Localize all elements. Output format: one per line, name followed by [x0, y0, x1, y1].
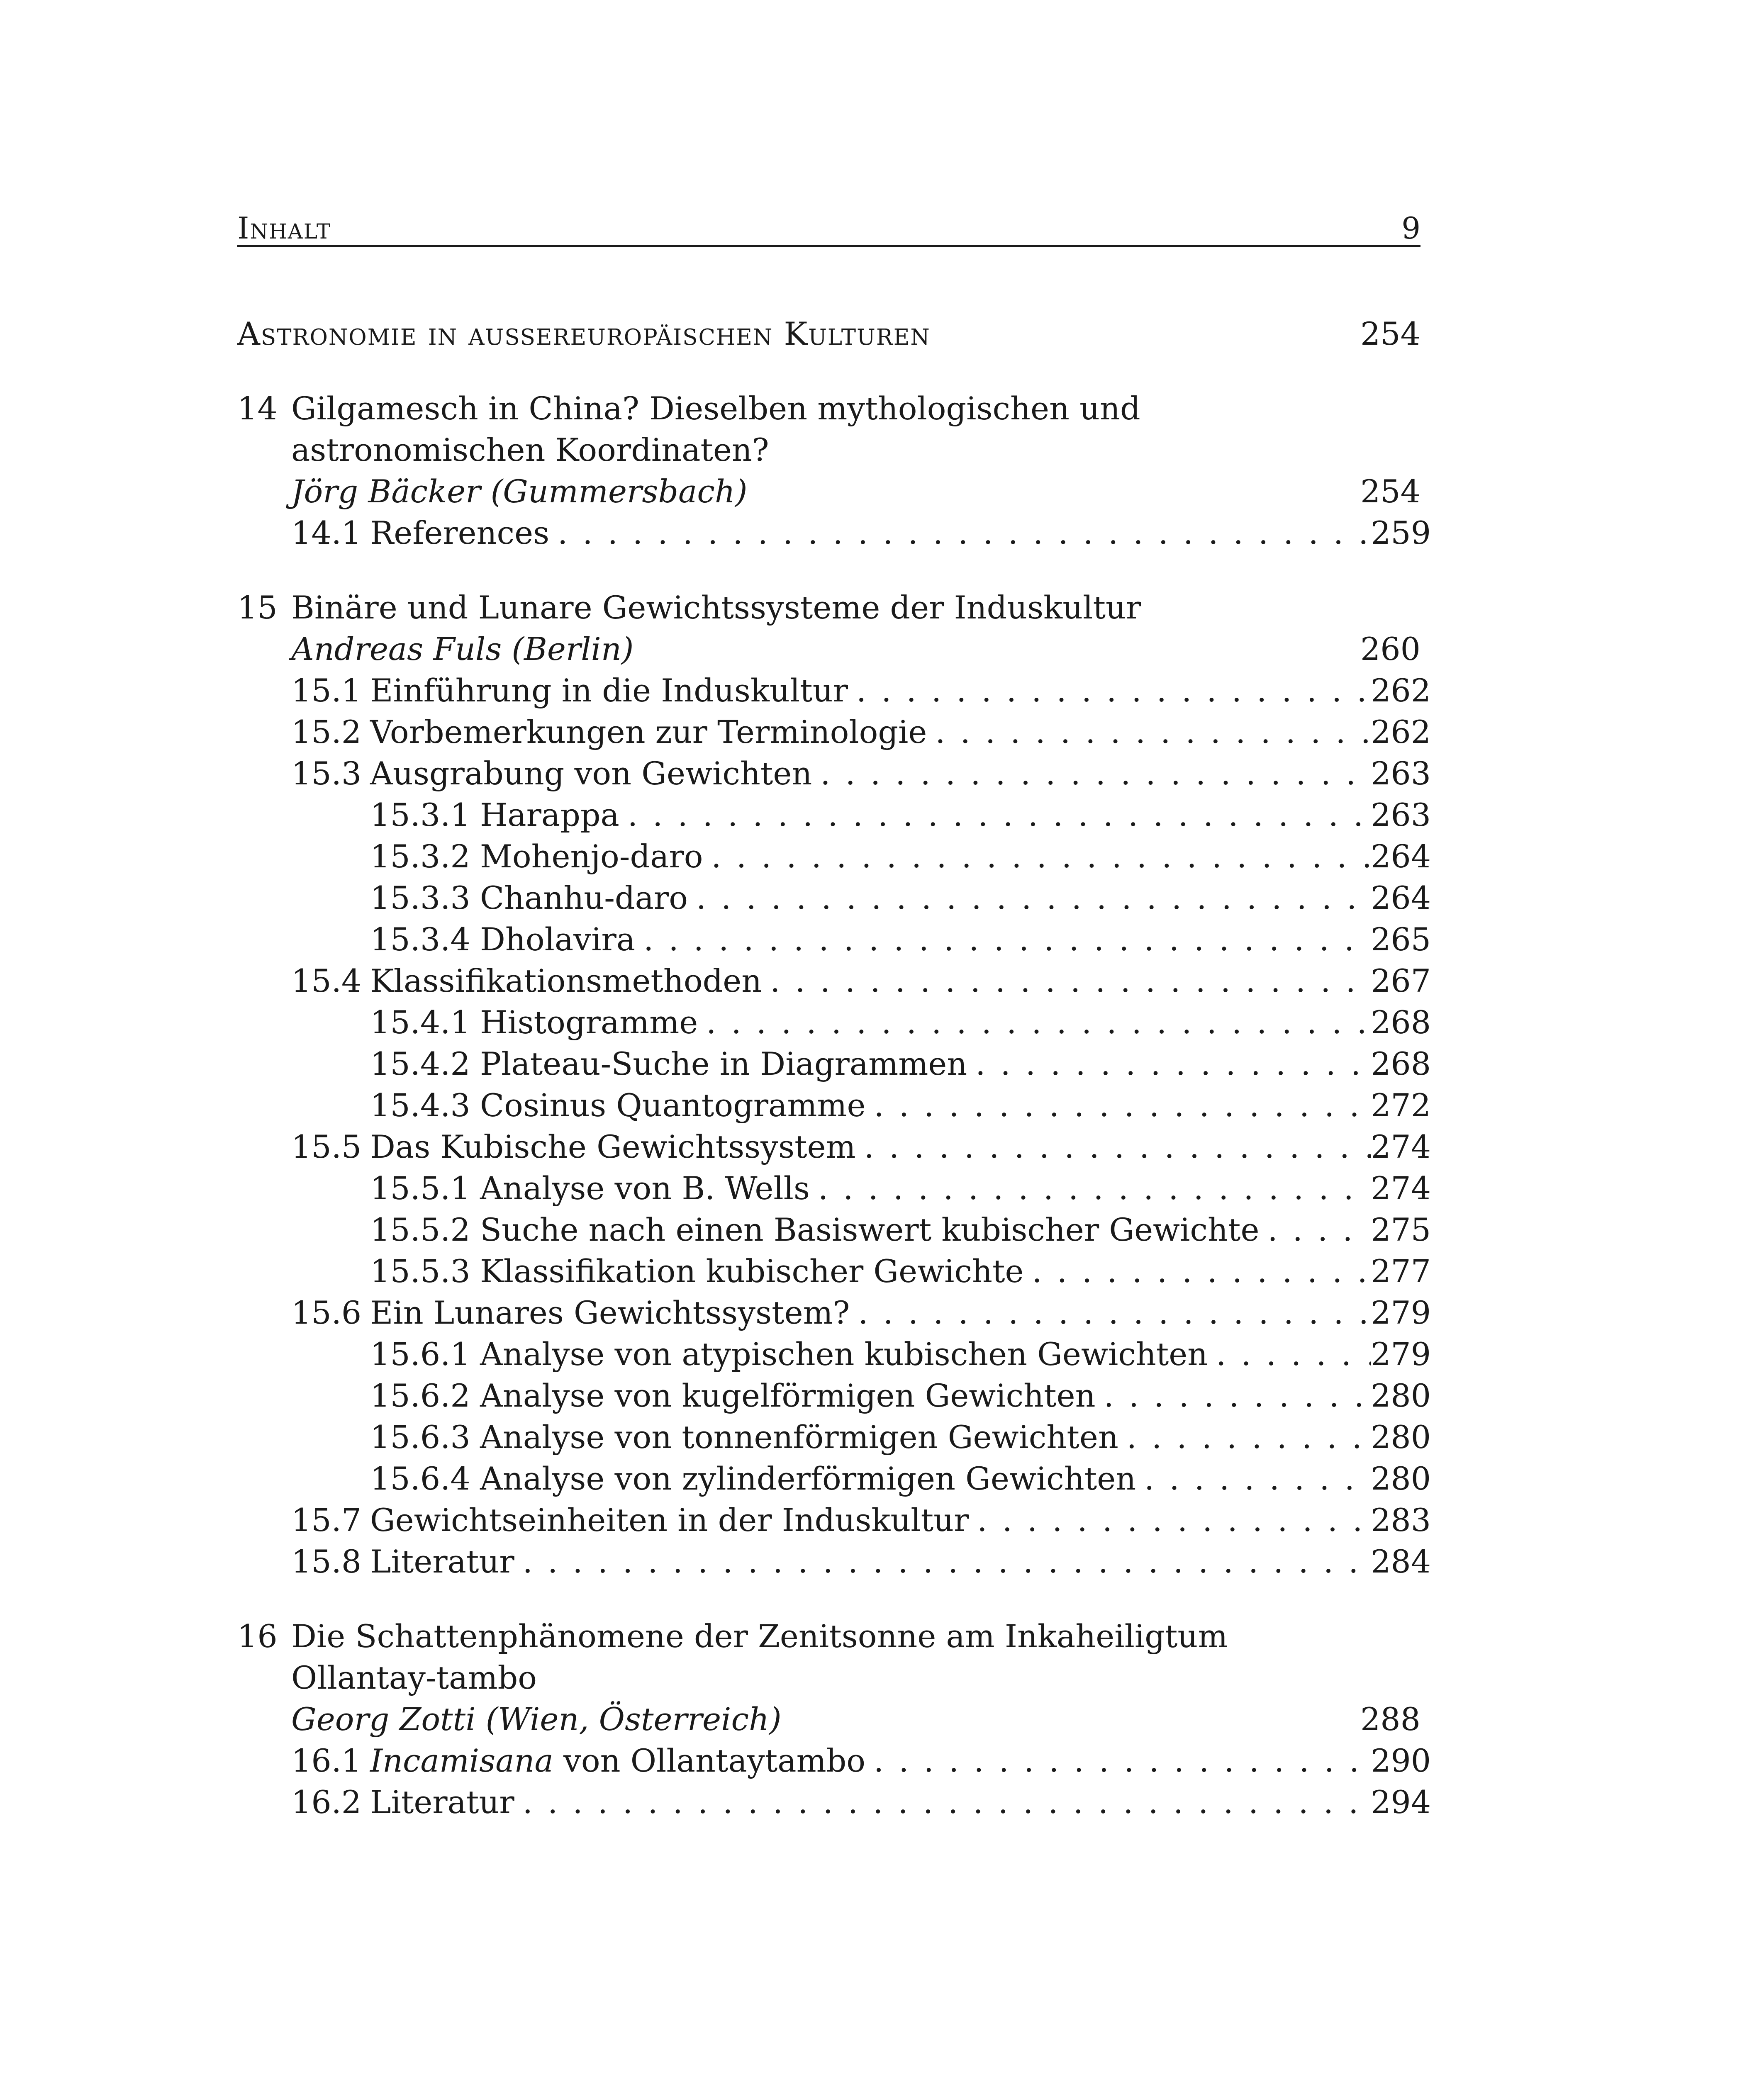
entry-label: Analyse von zylinderförmigen Gewichten	[480, 1460, 1136, 1497]
entry-page: 279	[1371, 1294, 1431, 1331]
toc-subsection-entry[interactable]	[237, 1375, 1431, 1417]
entry-label: Gewichtseinheiten in der Induskultur	[370, 1502, 969, 1538]
entry-label: Cosinus Quantogramme	[480, 1087, 866, 1124]
entry-page: 267	[1371, 962, 1431, 999]
running-head	[237, 207, 1420, 247]
entry-label: Analyse von kugelförmigen Gewichten	[480, 1377, 1096, 1414]
dot-leader	[848, 670, 1371, 711]
entry-page: 268	[1371, 1045, 1431, 1082]
toc-section-entry[interactable]	[237, 753, 1431, 794]
dot-leader	[865, 1740, 1371, 1782]
entry-number: 15.3.1	[370, 796, 470, 833]
entry-page: 265	[1371, 921, 1431, 958]
toc-section-entry[interactable]	[237, 1500, 1431, 1541]
entry-label	[370, 1740, 865, 1782]
entry-page: 280	[1371, 1419, 1431, 1456]
dot-leader	[969, 1500, 1371, 1541]
entry-label: Analyse von tonnenförmigen Gewichten	[480, 1419, 1118, 1456]
chapter-list	[237, 388, 1431, 1823]
entry-page: 274	[1371, 1170, 1431, 1207]
chapter-page: 288	[1360, 1701, 1420, 1738]
entry-page: 264	[1371, 838, 1431, 875]
chapter-number: 15	[237, 589, 278, 626]
entry-number: 15.6.1	[370, 1336, 470, 1373]
toc-subsection-entry[interactable]	[237, 794, 1431, 836]
dot-leader	[856, 1126, 1371, 1168]
toc-section-entry[interactable]	[237, 711, 1431, 753]
entry-page: 284	[1371, 1543, 1431, 1580]
entry-page: 280	[1371, 1377, 1431, 1414]
entry-label: Einführung in die Induskultur	[370, 672, 848, 709]
dot-leader	[810, 1168, 1371, 1209]
dot-leader	[850, 1292, 1371, 1334]
entry-page: 280	[1371, 1460, 1431, 1497]
chapter-page: 260	[1360, 630, 1420, 667]
part-heading	[237, 313, 1420, 355]
entry-page: 262	[1371, 713, 1431, 750]
toc-subsection-entry[interactable]	[237, 919, 1431, 960]
entry-number: 14.1	[291, 514, 362, 551]
entry-page: 259	[1371, 514, 1431, 551]
entry-label: Analyse von B. Wells	[480, 1170, 810, 1207]
chapter-number: 14	[237, 390, 278, 427]
dot-leader	[635, 919, 1371, 960]
entry-label: Histogramme	[480, 1004, 698, 1041]
entry-number: 15.7	[291, 1502, 362, 1538]
entry-number: 15.4	[291, 962, 362, 999]
entry-label: Plateau-Suche in Diagrammen	[480, 1045, 967, 1082]
entry-label: Literatur	[370, 1784, 514, 1821]
entry-number: 15.5.2	[370, 1211, 470, 1248]
toc-subsection-entry[interactable]	[237, 1043, 1431, 1085]
entry-label: Dholavira	[480, 921, 636, 958]
dot-leader	[514, 1782, 1371, 1823]
dot-leader	[865, 1085, 1371, 1126]
toc-subsection-entry[interactable]	[237, 1085, 1431, 1126]
dot-leader	[967, 1043, 1371, 1085]
toc-subsection-entry[interactable]	[237, 1334, 1431, 1375]
entry-page: 263	[1371, 755, 1431, 792]
entry-page: 275	[1371, 1211, 1431, 1248]
entry-number: 15.3.3	[370, 879, 470, 916]
chapter-15	[237, 587, 1431, 1582]
dot-leader	[549, 512, 1371, 554]
toc-section-entry[interactable]	[237, 960, 1431, 1002]
entry-page: 277	[1371, 1253, 1431, 1290]
entry-label: Suche nach einen Basiswert kubischer Gewichte	[480, 1211, 1260, 1248]
entry-label: Klassifikationsmethoden	[370, 962, 762, 999]
entry-number: 15.6.2	[370, 1377, 470, 1414]
toc-section-entry[interactable]	[237, 1541, 1431, 1582]
entry-number: 15.3.4	[370, 921, 470, 958]
dot-leader	[762, 960, 1371, 1002]
entry-page: 294	[1371, 1784, 1431, 1821]
entry-number: 15.3	[291, 755, 362, 792]
entry-page: 283	[1371, 1502, 1431, 1538]
entry-label: Chanhu-daro	[480, 879, 688, 916]
entry-label: Ein Lunares Gewichtssystem?	[370, 1294, 850, 1331]
toc-subsection-entry[interactable]	[237, 1209, 1431, 1251]
dot-leader	[698, 1002, 1371, 1043]
chapter-author-row	[237, 1699, 1420, 1740]
toc-subsection-entry[interactable]	[237, 1168, 1431, 1209]
entry-label: References	[370, 514, 550, 551]
toc-subsection-entry[interactable]	[237, 877, 1431, 919]
entry-page: 264	[1371, 879, 1431, 916]
dot-leader	[688, 877, 1371, 919]
entry-page: 268	[1371, 1004, 1431, 1041]
dot-leader	[1096, 1375, 1371, 1417]
dot-leader	[703, 836, 1371, 877]
chapter-page: 254	[1360, 473, 1420, 510]
chapter-title: Binäre und Lunare Gewichtssysteme der Induskultur	[291, 589, 1141, 626]
chapter-title: Gilgamesch in China? Dieselben mythologischen und astronomischen Koordinaten?	[291, 390, 1140, 468]
chapter-title-row	[237, 1616, 1420, 1699]
chapter-16	[237, 1616, 1431, 1823]
entry-number: 15.4.1	[370, 1004, 470, 1041]
entry-number: 15.1	[291, 672, 362, 709]
dot-leader	[619, 794, 1371, 836]
dot-leader	[1136, 1458, 1371, 1500]
chapter-14	[237, 388, 1431, 554]
chapter-author: Andreas Fuls (Berlin)	[291, 630, 634, 667]
chapter-title: Die Schattenphänomene der Zenitsonne am Inkaheiligtum Ollantay-tambo	[291, 1618, 1228, 1696]
entry-label: Mohenjo-daro	[480, 838, 703, 875]
entry-number: 15.5.1	[370, 1170, 470, 1207]
entry-page: 279	[1371, 1336, 1431, 1373]
entry-page: 263	[1371, 796, 1431, 833]
chapter-author: Jörg Bäcker (Gummersbach)	[291, 473, 748, 510]
part-title: Astronomie in aussereuropäischen Kulturen	[237, 315, 931, 352]
toc-section-entry[interactable]	[237, 512, 1431, 554]
entry-number: 15.6.4	[370, 1460, 470, 1497]
toc-subsection-entry[interactable]	[237, 1458, 1431, 1500]
toc-section-entry[interactable]	[237, 1740, 1431, 1782]
entry-number: 15.6	[291, 1294, 362, 1331]
chapter-title-row	[237, 388, 1420, 471]
entry-number: 15.4.2	[370, 1045, 470, 1082]
entry-number: 15.3.2	[370, 838, 470, 875]
toc-subsection-entry[interactable]	[237, 1251, 1431, 1292]
entry-label: Analyse von atypischen kubischen Gewichten	[480, 1336, 1208, 1373]
entry-label: Ausgrabung von Gewichten	[370, 755, 812, 792]
entry-label: Harappa	[480, 796, 619, 833]
toc-subsection-entry[interactable]	[237, 1002, 1431, 1043]
entry-number: 15.5.3	[370, 1253, 470, 1290]
chapter-title-row	[237, 587, 1420, 628]
dot-leader	[1259, 1209, 1371, 1251]
chapter-author: Georg Zotti (Wien, Österreich)	[291, 1701, 782, 1738]
running-head-title: Inhalt	[237, 211, 331, 246]
part-page: 254	[1360, 315, 1420, 352]
entry-page: 290	[1371, 1742, 1431, 1779]
entry-number: 15.4.3	[370, 1087, 470, 1124]
entry-label-italic: Incamisana	[370, 1742, 553, 1779]
toc-page	[237, 207, 1431, 1823]
chapter-number: 16	[237, 1618, 278, 1655]
entry-label: Das Kubische Gewichtssystem	[370, 1128, 856, 1165]
chapter-author-row	[237, 471, 1420, 512]
entry-number: 15.8	[291, 1543, 362, 1580]
toc-section-entry[interactable]	[237, 670, 1431, 711]
toc-section-entry[interactable]	[237, 1126, 1431, 1168]
dot-leader	[927, 711, 1371, 753]
dot-leader	[1118, 1417, 1371, 1458]
entry-number: 16.2	[291, 1784, 362, 1821]
entry-label: Klassifikation kubischer Gewichte	[480, 1253, 1024, 1290]
toc-subsection-entry[interactable]	[237, 836, 1431, 877]
toc-subsection-entry[interactable]	[237, 1417, 1431, 1458]
dot-leader	[1023, 1251, 1371, 1292]
entry-page: 274	[1371, 1128, 1431, 1165]
entry-number: 16.1	[291, 1742, 362, 1779]
entry-page: 272	[1371, 1087, 1431, 1124]
entry-label-rest: von Ollantaytambo	[553, 1742, 866, 1779]
entry-page: 262	[1371, 672, 1431, 709]
running-head-page-number: 9	[1401, 211, 1420, 246]
chapter-author-row	[237, 628, 1420, 670]
toc-section-entry[interactable]	[237, 1782, 1431, 1823]
entry-label: Vorbemerkungen zur Terminologie	[370, 713, 927, 750]
entry-number: 15.2	[291, 713, 362, 750]
dot-leader	[514, 1541, 1371, 1582]
entry-number: 15.6.3	[370, 1419, 470, 1456]
dot-leader	[1208, 1334, 1371, 1375]
entry-label: Literatur	[370, 1543, 514, 1580]
dot-leader	[812, 753, 1371, 794]
toc-section-entry[interactable]	[237, 1292, 1431, 1334]
entry-number: 15.5	[291, 1128, 362, 1165]
